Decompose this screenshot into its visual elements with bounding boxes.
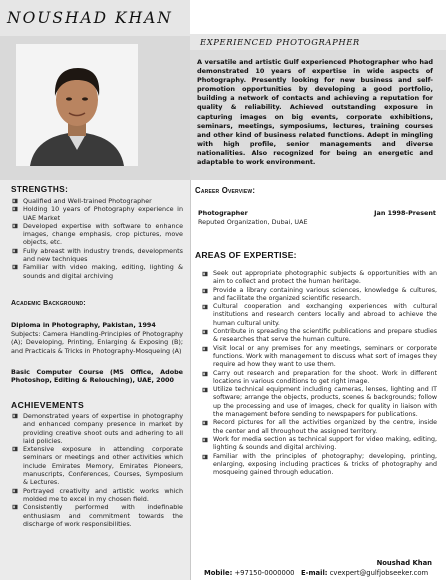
list-item: Carry out research and preparation for the shoot. Work in different locations in various conditions to get right image. xyxy=(201,370,437,387)
achievements-list xyxy=(11,412,183,528)
list-item: Demonstrated years of expertise in photography and enhanced company presence in market by providing creative shoot outs and adhering to all laid policies. xyxy=(11,412,183,445)
profile-photo xyxy=(16,44,138,166)
book-bullet-icon xyxy=(202,420,208,426)
career-heading: Career Overview: xyxy=(195,186,256,195)
list-item: Work for media section as technical support for video making, editing, lighting & sounds and digital archiving. xyxy=(201,436,437,453)
footer-name: Noushad Khan xyxy=(376,559,432,567)
expertise-list xyxy=(201,270,437,477)
book-bullet-icon xyxy=(12,206,18,212)
list-item: Familiar with video making, editing, lighting & sounds and digital archiving xyxy=(11,263,183,280)
list-item: Portrayed creativity and artistic works which molded me to excel in my chosen field. xyxy=(11,487,183,504)
list-item: Visit local or any premises for any meetings, seminars or corporate functions. Work with management to discuss what sort of images they require ad how they want to use them. xyxy=(201,345,437,370)
list-item: Utilize technical equipment including cameras, lenses, lighting and IT software; arrange the objects, products, scenes & backgrounds; follow up the processing and use of images, check for quality in liaison with the management before sending to newspapers for publications. xyxy=(201,386,437,419)
list-item: Cultural cooperation and exchanging experiences with cultural institutions and research centers locally and abroad to achieve the human cultural unity. xyxy=(201,303,437,328)
book-bullet-icon xyxy=(202,304,208,310)
list-item: Developed expertise with software to enhance images, change emphasis, crop pictures, move objects, etc. xyxy=(11,222,183,247)
book-bullet-icon xyxy=(12,198,18,204)
list-item: Provide a library containing various sciences, knowledge & cultures, and facilitate the organized scientific research. xyxy=(201,287,437,304)
career-organization: Reputed Organization, Dubai, UAE xyxy=(198,218,308,226)
diploma-subjects: Subjects: Camera Handling-Principles of Photography (A); Developing, Printing, Enlarging & Exposing (B); and Practicals & Tricks in Photography-Mosqueing (A) xyxy=(11,330,183,355)
book-bullet-icon xyxy=(202,288,208,294)
list-item: Extensive exposure in attending corporate seminars or meetings and other activities which include Emirates Memory, Emirates Pioneers, manuscripts, Conferences, Courses, Symposium & Lectures. xyxy=(11,445,183,486)
career-role: Photographer xyxy=(198,209,248,217)
book-bullet-icon xyxy=(202,437,208,443)
list-item: Consistently performed with indefinable enthusiasm and commitment towards the discharge of work responsibilities. xyxy=(11,503,183,528)
expertise-heading: AREAS OF EXPERTISE: xyxy=(195,250,297,260)
list-item: Holding 10 years of Photography experience in UAE Market xyxy=(11,205,183,222)
job-title: EXPERIENCED PHOTOGRAPHER xyxy=(200,37,360,47)
book-bullet-icon xyxy=(12,446,18,452)
book-bullet-icon xyxy=(202,387,208,393)
mobile-number[interactable]: +97150-0000000 xyxy=(234,569,295,577)
list-item: Record pictures for all the activities organized by the centre, inside the center and all throughout the assigned territory. xyxy=(201,419,437,436)
book-bullet-icon xyxy=(202,454,208,460)
book-bullet-icon xyxy=(12,488,18,494)
book-bullet-icon xyxy=(202,346,208,352)
email-label: E-mail: xyxy=(301,569,328,577)
diploma-title: Diploma in Photography, Pakistan, 1994 xyxy=(11,321,156,329)
strengths-list xyxy=(11,197,183,280)
mobile-label: Mobile: xyxy=(204,569,233,577)
book-bullet-icon xyxy=(12,504,18,510)
list-item: Qualified and Well-trained Photographer xyxy=(11,197,183,205)
list-item: Fully abreast with industry trends, developments and new techniques xyxy=(11,247,183,264)
footer-contact xyxy=(204,569,428,577)
column-divider xyxy=(190,180,191,580)
career-dates: Jan 1998-Present xyxy=(374,209,436,217)
strengths-heading: STRENGTHS: xyxy=(11,185,69,194)
candidate-name: NOUSHAD KHAN xyxy=(7,9,173,27)
book-bullet-icon xyxy=(202,371,208,377)
computer-course: Basic Computer Course (MS Office, Adobe Photoshop, Editing & Relouching), UAE, 2000 xyxy=(11,368,183,385)
book-bullet-icon xyxy=(202,271,208,277)
book-bullet-icon xyxy=(202,329,208,335)
book-bullet-icon xyxy=(12,413,18,419)
profile-summary: A versatile and artistic Gulf experienced Photographer who had demonstrated 10 years of expertise in wide aspects of Photography. Presently looking for new business and self-promotion opportunities by developing a good portfolio, building a network of contacts and achieving a reputation for quality & reliability. Achieved outstanding exposure in capturing images on big events, corporate exhibitions, seminars, meetings, symposiums, lectures, training courses and other kind of business related functions. Adept in mingling with high profile, senior managements and diverse nationalities. Also recognized for being an energetic and adaptable to work environment. xyxy=(197,58,433,167)
list-item: Contribute in spreading the scientific publications and prepare studies & researches that serve the human culture. xyxy=(201,328,437,345)
academic-heading: Academic Background: xyxy=(11,300,86,307)
book-bullet-icon xyxy=(12,248,18,254)
email-address[interactable]: cvexpert@gulfjobseeker.com xyxy=(329,569,429,577)
achievements-heading: ACHIEVEMENTS xyxy=(11,400,85,410)
list-item: Seek out appropriate photographic subjects & opportunities with an aim to collect and protect the human heritage. xyxy=(201,270,437,287)
list-item: Familiar with the principles of photography; developing, printing, enlarging, exposing including practices & tricks of photography and mosqueing gained through education. xyxy=(201,453,437,478)
book-bullet-icon xyxy=(12,223,18,229)
book-bullet-icon xyxy=(12,264,18,270)
